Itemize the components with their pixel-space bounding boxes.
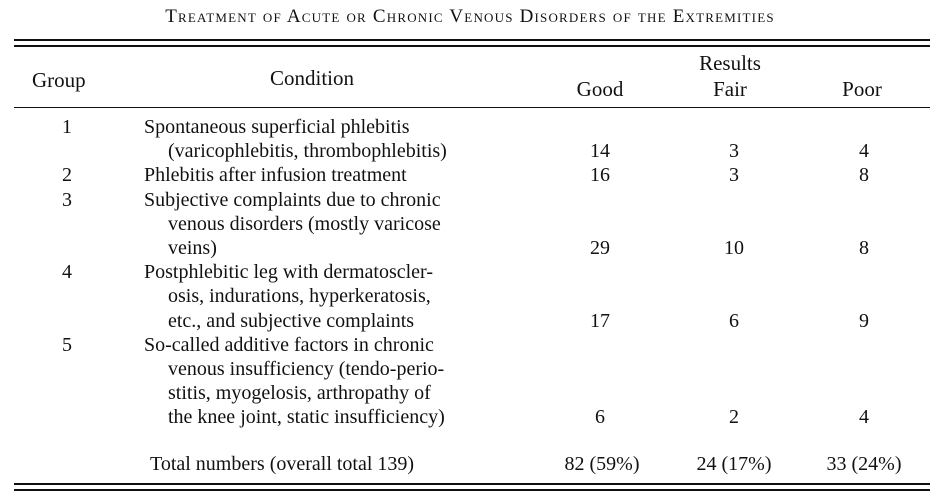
group-number: 2 xyxy=(62,164,72,187)
condition-line: So-called additive factors in chronic xyxy=(144,333,434,356)
header-group: Group xyxy=(32,68,86,92)
condition-cell xyxy=(144,260,544,333)
condition-cell xyxy=(144,333,544,430)
condition-line: (varicophlebitis, thrombophlebitis) xyxy=(168,140,447,163)
poor-value: 8 xyxy=(859,236,869,259)
condition-line: osis, indurations, hyperkeratosis, xyxy=(168,285,431,308)
condition-cell xyxy=(144,115,544,163)
good-value: 6 xyxy=(595,406,605,429)
poor-value: 4 xyxy=(859,406,869,429)
condition-line: Spontaneous superficial phlebitis xyxy=(144,116,410,138)
fair-value: 3 xyxy=(729,164,739,187)
header-condition: Condition xyxy=(270,66,355,90)
fair-value: 2 xyxy=(729,406,739,429)
header-good: Good xyxy=(576,77,624,101)
group-number: 5 xyxy=(62,333,72,356)
fair-value: 3 xyxy=(729,140,739,163)
good-value: 14 xyxy=(590,140,610,163)
total-label: Total numbers (overall total 139) xyxy=(150,453,415,475)
bottom-rule-inner xyxy=(14,489,930,491)
fair-value: 6 xyxy=(729,309,739,332)
poor-value: 4 xyxy=(859,140,869,163)
condition-line: Phlebitis after infusion treatment xyxy=(144,164,407,187)
group-number: 1 xyxy=(62,116,72,138)
condition-line: etc., and subjective complaints xyxy=(168,309,415,332)
condition-line: stitis, myogelosis, arthropathy of xyxy=(168,382,431,405)
header-fair: Fair xyxy=(713,77,747,101)
good-value: 29 xyxy=(590,236,610,259)
total-poor: 33 (24%) xyxy=(826,453,902,475)
bottom-rule xyxy=(14,483,930,485)
group-number: 4 xyxy=(62,261,72,284)
good-value: 17 xyxy=(590,309,610,332)
top-rule xyxy=(14,39,930,41)
total-good: 82 (59%) xyxy=(564,453,640,475)
poor-value: 9 xyxy=(859,309,869,332)
condition-line: the knee joint, static insufficiency) xyxy=(168,406,445,429)
condition-line: Subjective complaints due to chronic xyxy=(144,188,441,211)
total-fair: 24 (17%) xyxy=(696,453,772,475)
header-results: Results xyxy=(699,51,761,75)
condition-line: venous disorders (mostly varicose xyxy=(168,212,441,235)
header-poor: Poor xyxy=(842,77,882,101)
group-number: 3 xyxy=(62,188,72,211)
poor-value: 8 xyxy=(859,164,869,187)
good-value: 16 xyxy=(590,164,610,187)
condition-line: veins) xyxy=(168,237,217,259)
header-rule xyxy=(14,107,930,108)
condition-line: Postphlebitic leg with dermatoscler- xyxy=(144,261,433,284)
fair-value: 10 xyxy=(724,236,744,259)
condition-cell xyxy=(144,188,544,261)
table-title: Treatment of Acute or Chronic Venous Disorders of the Extremities xyxy=(165,6,775,27)
condition-cell xyxy=(144,163,544,187)
condition-line: venous insufficiency (tendo-perio- xyxy=(168,358,445,380)
top-rule-inner xyxy=(14,45,930,47)
